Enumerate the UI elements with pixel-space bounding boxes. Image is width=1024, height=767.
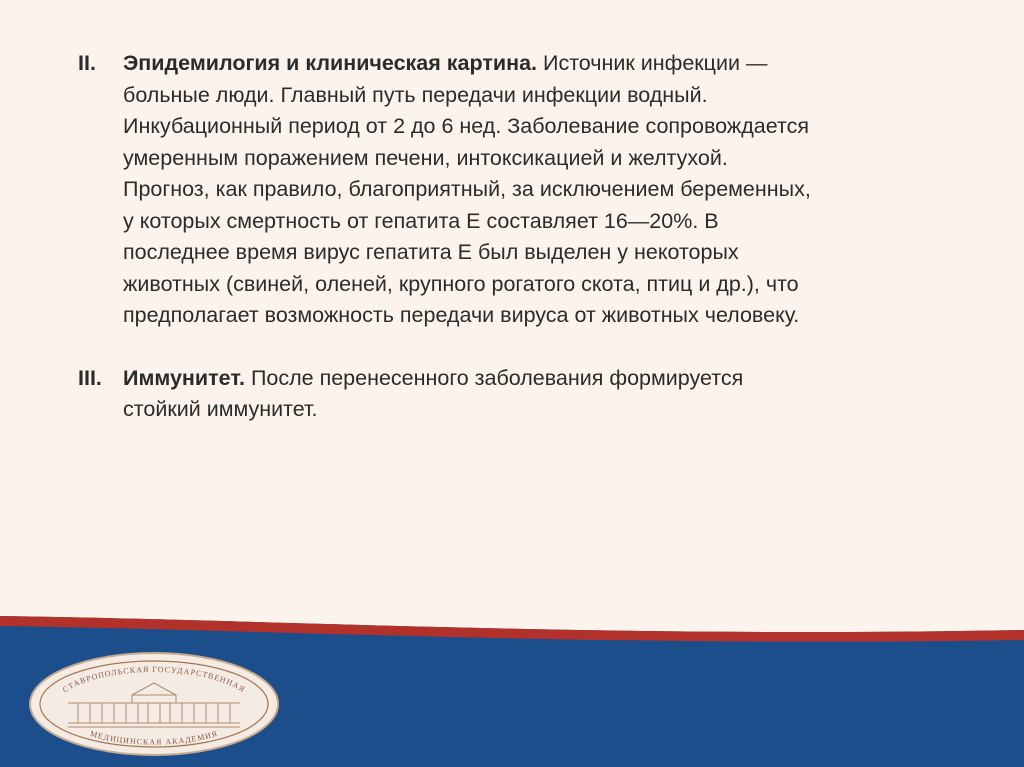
section-heading: Эпидемилогия и клиническая картина. — [123, 51, 538, 75]
section-numeral: II. — [78, 51, 96, 75]
academy-logo — [28, 651, 280, 757]
section-paragraph — [123, 363, 818, 426]
section-heading: Иммунитет. — [123, 365, 245, 390]
section-iii — [78, 363, 818, 426]
section-numeral: III. — [78, 365, 102, 390]
section-text: Источник инфекции — больные люди. Главный путь передачи инфекции водный. Инкубационный период от 2 до 6 нед. Заболевание сопровождается умеренным поражением печени, интоксикацией и желтухой. Прогноз, как правило, благоприятный, за исключением беременных, у которых смертность от гепатита Е составляет 16—20%. В последнее время вирус гепатита Е был выделен у некоторых животных (свиней, оленей, крупного рогатого скота, птиц и др.), что предполагает возможность передачи вируса от животных человеку. — [123, 51, 811, 327]
section-ii — [78, 48, 818, 332]
seal-top-text: СТАВРОПОЛЬСКАЯ ГОСУДАРСТВЕННАЯ — [60, 664, 248, 695]
slide-body — [78, 48, 818, 426]
seal-bottom-text: МЕДИЦИНСКАЯ АКАДЕМИЯ — [89, 728, 220, 747]
section-text: После перенесенного заболевания формируется стойкий иммунитет. — [123, 365, 744, 421]
section-paragraph — [123, 48, 818, 332]
